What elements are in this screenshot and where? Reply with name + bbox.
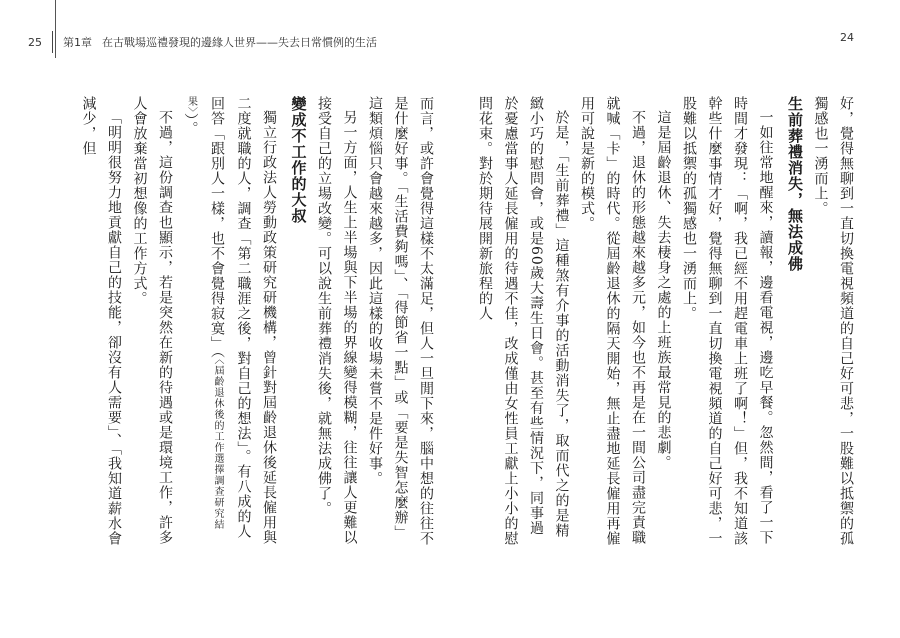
paragraph: 另一方面，人生上半場與下半場的界線變得模糊，往往讓人更難以接受自己的立場改變。可以說生前葬禮消失後，就無法成佛了。 xyxy=(316,96,358,545)
right-page-text xyxy=(472,96,859,548)
paragraph: 於是，「生前葬禮」這種煞有介事的活動消失了，取而代之的是精緻小巧的慰問會，或是60歲大壽生日會。甚至有些情況下，同事過於憂慮當事人延長僱用的待遇不佳，改成僅由女性員工獻上小小的慰問花束。對於期待展開新旅程的人 xyxy=(477,96,570,546)
section-heading: 生前葬禮消失，無法成佛 xyxy=(786,96,804,272)
paragraph: 「明明很努力地貢獻自己的技能，卻沒有人需要」、「我知道薪水會減少，但 xyxy=(80,96,122,546)
paragraph: 而言，或許會覺得這樣不太滿足，但人一旦閒下來，腦中想的往往不是什麼好事。「生活費夠嗎」、「得節省一點」或「要是失智怎麼辦」這類煩惱只會越來越多，因此這樣的收場未嘗不是件好事。 xyxy=(367,96,434,546)
left-page-number: 25 xyxy=(28,35,42,49)
chapter-label: 第1章 xyxy=(63,36,92,49)
paragraph: 不過，退休的形態越來越多元，如今也不再是在一間公司盡完責職就喊「卡」的時代。從屆齡退休的隔天開始，無止盡地延長僱用再僱用可說是新的模式。 xyxy=(579,96,646,546)
paragraph: 好，覺得無聊到一直切換電視頻道的自己好可悲，一股難以抵禦的孤獨感也一湧而上。 xyxy=(812,96,854,546)
right-page-number: 24 xyxy=(840,31,854,44)
paragraph: 不過，這份調查也顯示，若是突然在新的待遇或是環境工作，許多人會放棄當初想像的工作方式。 xyxy=(131,96,173,545)
chapter-title: 在古戰場巡禮發現的邊緣人世界——失去日常慣例的生活 xyxy=(102,36,377,49)
paragraph: 一如往常地醒來，讀報，邊看電視，邊吃早餐。忽然間，看了一下時間才發現：「啊，我已經不用趕電車上班了啊！」但，我不知道該幹些什麼事情才好，覺得無聊到一直切換電視頻道的自己好可悲，一股難以抵禦的孤獨感也一湧而上。 xyxy=(681,96,774,546)
left-page-text xyxy=(75,96,438,548)
citation-note: 〈屆齡退休後的工作選擇調查研究結果〉 xyxy=(185,96,223,530)
paragraph: 這是屆齡退休、失去棲身之處的上班族最常見的悲劇。 xyxy=(655,110,672,470)
paragraph-text: ）。 xyxy=(182,113,199,136)
section-heading: 變成不工作的大叔 xyxy=(289,96,308,224)
running-header xyxy=(28,31,377,53)
paragraph xyxy=(177,96,281,548)
header-divider xyxy=(52,31,53,53)
paragraph-text: 獨立行政法人勞動政策研究研機構，曾針對屆齡退休後延長僱用與二度就職的人，調查「第二職涯之後，對自己的想法」。有八成的人回答「跟別人一樣，也不會覺得寂寞」（ xyxy=(209,96,277,545)
